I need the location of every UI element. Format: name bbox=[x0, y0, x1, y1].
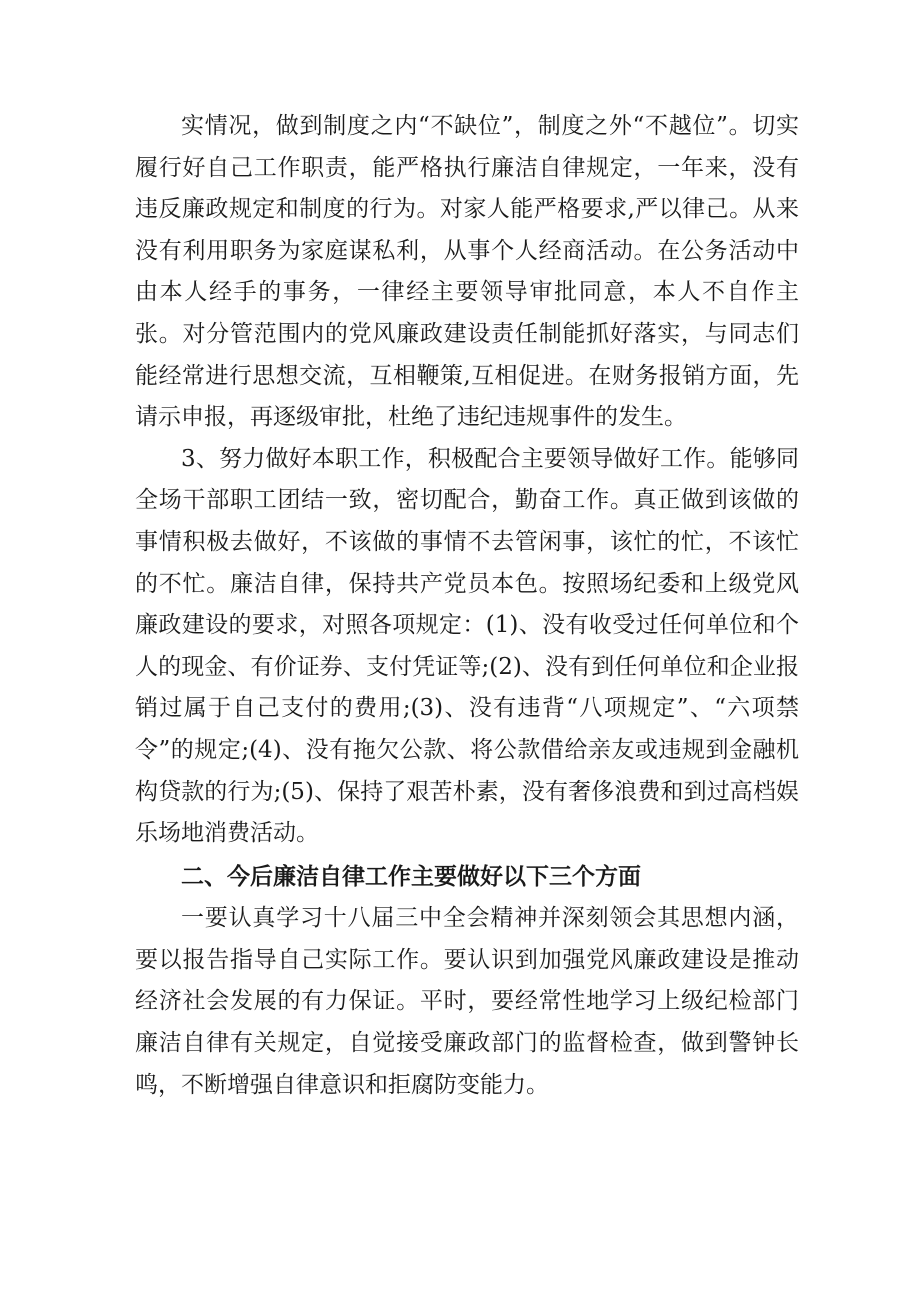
section-heading: 二、今后廉洁自律工作主要做好以下三个方面 bbox=[181, 863, 641, 890]
paragraph-continued: 实情况，做到制度之内“不缺位”，制度之外“不越位”。切实履行好自己工作职责，能严格执行廉洁自律规定，一年来，没有违反廉政规定和制度的行为。对家人能严格要求,严以律己。从来没有利用职务为家庭谋私利，从事个人经商活动。在公务活动中由本人经手的事务，一律经主要领导审批同意，本人不自作主张。对分管范围内的党风廉政建设责任制能抓好落实，与同志们能经常进行思想交流，互相鞭策,互相促进。在财务报销方面，先请示申报，再逐级审批，杜绝了违纪违规事件的发生。 bbox=[135, 113, 799, 431]
paragraph-item-3: 3、努力做好本职工作，积极配合主要领导做好工作。能够同全场干部职工团结一致，密切配合，勤奋工作。真正做到该做的事情积极去做好，不该做的事情不去管闲事，该忙的忙，不该忙的不忙。廉洁自律，保持共产党员本色。按照场纪委和上级党风廉政建设的要求，对照各项规定：(1)、没有收受过任何单位和个人的现金、有价证券、支付凭证等;(2)、没有到任何单位和企业报销过属于自己支付的费用;(3)、没有违背“八项规定”、“六项禁令”的规定;(4)、没有拖欠公款、将公款借给亲友或违规到金融机构贷款的行为;(5)、保持了艰苦朴素，没有奢侈浪费和到过高档娱乐场地消费活动。 bbox=[135, 445, 799, 847]
paragraph-final: 一要认真学习十八届三中全会精神并深刻领会其思想内涵，要以报告指导自己实际工作。要认识到加强党风廉政建设是推动经济社会发展的有力保证。平时，要经常性地学习上级纪检部门廉洁自律有关规定，自觉接受廉政部门的监督检查，做到警钟长鸣，不断增强自律意识和拒腐防变能力。 bbox=[135, 905, 799, 1098]
document-body bbox=[135, 106, 799, 1106]
